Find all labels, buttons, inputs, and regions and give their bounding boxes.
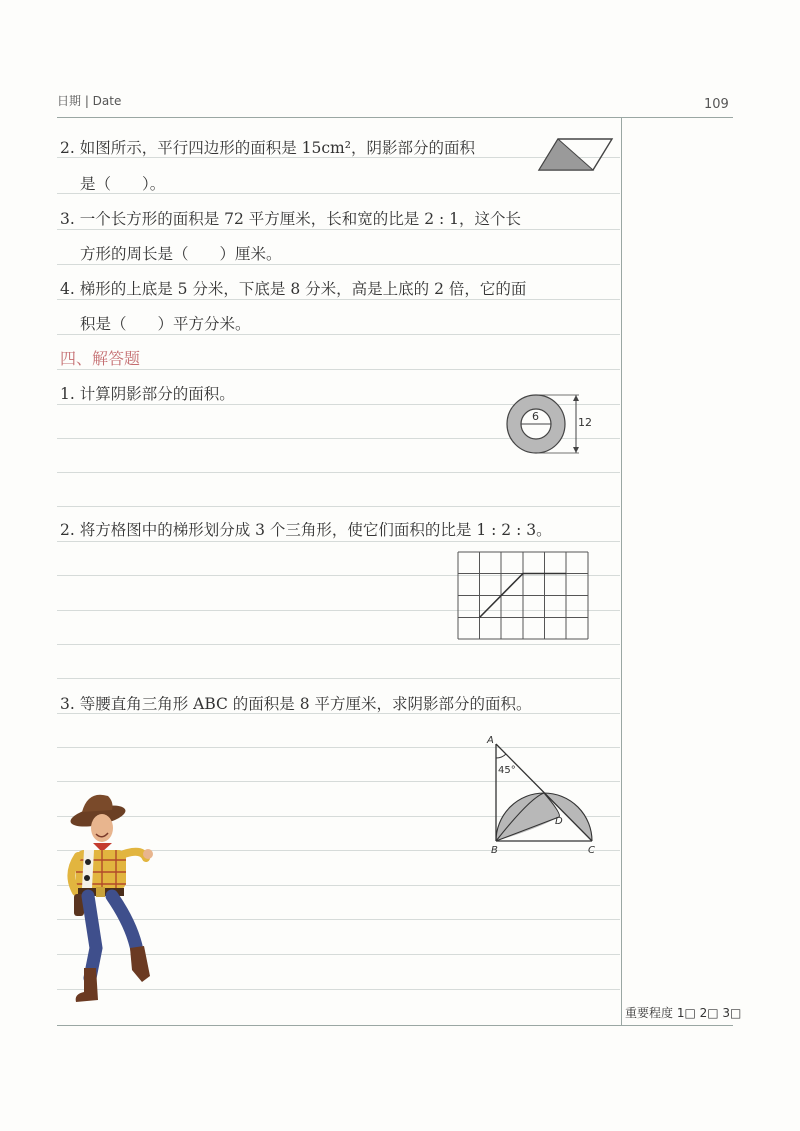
- ruled-line: [57, 644, 620, 645]
- bottom-rule: [57, 1025, 733, 1026]
- vertex-label-c: C: [588, 845, 595, 856]
- ruled-line: [57, 541, 620, 542]
- angle-label: 45°: [498, 765, 516, 776]
- ruled-line: [57, 229, 620, 230]
- question-2-line-2: 是（ ）。: [80, 175, 166, 193]
- ruled-line: [57, 678, 620, 679]
- answer-question-1: 1. 计算阴影部分的面积。: [60, 385, 235, 403]
- section-title: 四、解答题: [60, 349, 141, 368]
- ruled-line: [57, 299, 620, 300]
- top-rule: [57, 117, 733, 118]
- grid-figure: [457, 551, 589, 642]
- margin-rule: [621, 118, 622, 1026]
- parallelogram-figure: [536, 136, 616, 174]
- question-4-line-1: 4. 梯形的上底是 5 分米，下底是 8 分米，高是上底的 2 倍，它的面: [60, 280, 527, 298]
- question-3-line-2: 方形的周长是（ ）厘米。: [80, 245, 282, 263]
- ring-inner-label: 6: [532, 410, 539, 423]
- ruled-line: [57, 264, 620, 265]
- answer-question-3: 3. 等腰直角三角形 ABC 的面积是 8 平方厘米，求阴影部分的面积。: [60, 695, 532, 713]
- ruled-line: [57, 472, 620, 473]
- ring-outer-label: 12: [578, 416, 592, 429]
- vertex-label-b: B: [491, 845, 498, 856]
- date-label: 日期 | Date: [57, 94, 122, 108]
- ruled-line: [57, 334, 620, 335]
- cowboy-illustration: [60, 788, 160, 1013]
- importance-rating: 重要程度 1□ 2□ 3□: [625, 1006, 742, 1020]
- page-number: 109: [704, 97, 729, 112]
- answer-question-2: 2. 将方格图中的梯形划分成 3 个三角形，使它们面积的比是 1 : 2 : 3。: [60, 521, 552, 539]
- question-3-line-1: 3. 一个长方形的面积是 72 平方厘米，长和宽的比是 2 : 1，这个长: [60, 210, 522, 228]
- question-4-line-2: 积是（ ）平方分米。: [80, 315, 251, 333]
- ruled-line: [57, 506, 620, 507]
- question-2-line-1: 2. 如图所示，平行四边形的面积是 15cm²，阴影部分的面积: [60, 139, 475, 157]
- vertex-label-d: D: [555, 816, 563, 827]
- triangle-figure: [484, 734, 600, 858]
- ruled-line: [57, 369, 620, 370]
- vertex-label-a: A: [487, 735, 494, 746]
